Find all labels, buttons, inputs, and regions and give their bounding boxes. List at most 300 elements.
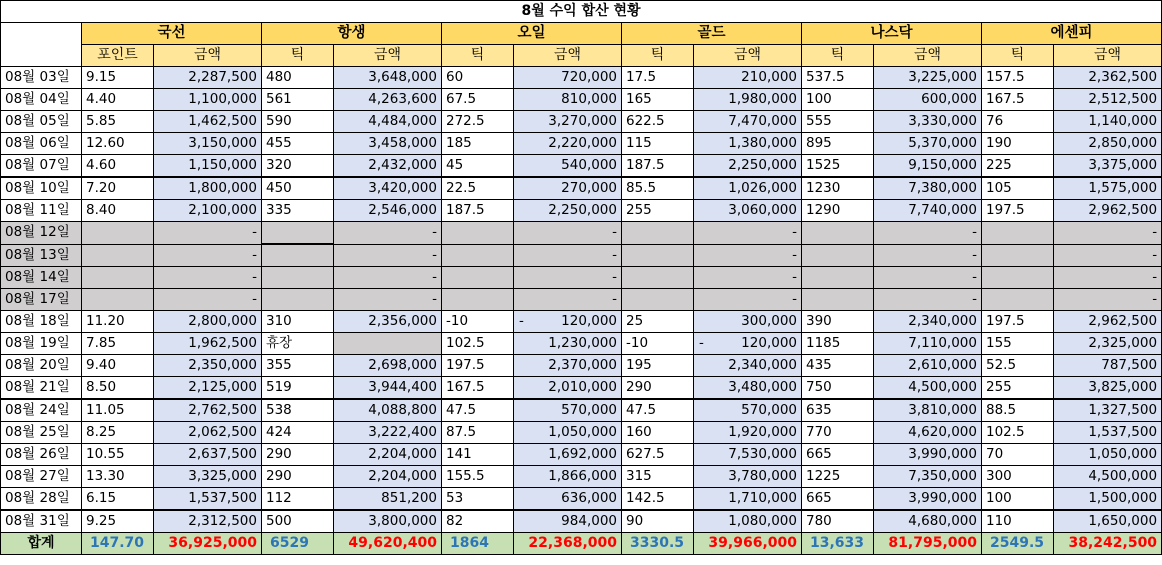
tick-cell[interactable]: 141 [442,444,514,466]
tick-cell[interactable]: 500 [262,510,334,533]
amount-cell[interactable]: 2,250,000 [514,200,622,222]
amount-cell[interactable]: 2,220,000 [514,133,622,155]
amount-cell[interactable]: - [514,267,622,289]
amount-cell[interactable]: 1,962,500 [154,333,262,355]
group-header[interactable]: 국선 [82,23,262,45]
tick-cell[interactable]: 17.5 [622,67,694,89]
date-cell[interactable]: 08월 10일 [1,177,82,200]
tick-cell[interactable] [982,289,1054,311]
tick-cell[interactable]: 1290 [802,200,874,222]
amount-cell[interactable]: 3,480,000 [694,377,802,400]
tick-cell[interactable]: 45 [442,155,514,178]
tick-cell[interactable]: 255 [622,200,694,222]
date-cell[interactable]: 08월 11일 [1,200,82,222]
amount-cell[interactable]: 2,962,500 [1054,200,1162,222]
tick-cell[interactable]: 335 [262,200,334,222]
date-cell[interactable]: 08월 05일 [1,111,82,133]
date-cell[interactable]: 08월 20일 [1,355,82,377]
tick-cell[interactable]: 320 [262,155,334,178]
tick-cell[interactable] [82,244,154,267]
tick-cell[interactable]: 115 [622,133,694,155]
tick-cell[interactable]: 1230 [802,177,874,200]
amount-cell[interactable]: 1,140,000 [1054,111,1162,133]
tick-cell[interactable]: 67.5 [442,89,514,111]
tick-cell[interactable] [442,222,514,245]
tick-cell[interactable]: 12.60 [82,133,154,155]
tick-cell[interactable]: 155.5 [442,466,514,488]
amount-cell[interactable]: 1,080,000 [694,510,802,533]
tick-cell[interactable] [82,222,154,245]
amount-cell[interactable]: 3,780,000 [694,466,802,488]
tick-cell[interactable]: 197.5 [982,200,1054,222]
tick-cell[interactable]: 390 [802,311,874,333]
total-label[interactable]: 합계 [1,533,82,555]
amount-cell[interactable]: 2,312,500 [154,510,262,533]
tick-cell[interactable]: 5.85 [82,111,154,133]
tick-cell[interactable]: 11.05 [82,399,154,422]
amount-cell[interactable]: 2,325,000 [1054,333,1162,355]
tick-cell[interactable]: 110 [982,510,1054,533]
tick-cell[interactable]: 22.5 [442,177,514,200]
amount-cell[interactable]: 3,375,000 [1054,155,1162,178]
amount-cell[interactable]: 7,380,000 [874,177,982,200]
tick-cell[interactable]: 155 [982,333,1054,355]
amount-cell[interactable]: - [154,267,262,289]
amount-cell[interactable]: 270,000 [514,177,622,200]
amount-cell[interactable]: 1,327,500 [1054,399,1162,422]
total-tick-cell[interactable]: 13,633 [802,533,874,555]
total-amount-cell[interactable]: 81,795,000 [874,533,982,555]
tick-cell[interactable] [262,222,334,245]
amount-cell[interactable]: 2,250,000 [694,155,802,178]
tick-cell[interactable]: 90 [622,510,694,533]
amount-cell[interactable]: 4,500,000 [874,377,982,400]
tick-cell[interactable]: 627.5 [622,444,694,466]
amount-cell[interactable]: - [154,289,262,311]
tick-cell[interactable]: 9.25 [82,510,154,533]
amount-cell[interactable]: - [694,244,802,267]
amount-cell[interactable]: 1,866,000 [514,466,622,488]
amount-cell[interactable]: 7,530,000 [694,444,802,466]
amount-cell[interactable]: 1,980,000 [694,89,802,111]
tick-cell[interactable]: 665 [802,444,874,466]
tick-cell[interactable]: 225 [982,155,1054,178]
amount-cell[interactable]: 2,610,000 [874,355,982,377]
date-cell[interactable]: 08월 17일 [1,289,82,311]
amount-cell[interactable]: 2,850,000 [1054,133,1162,155]
tick-cell[interactable] [262,289,334,311]
amount-cell[interactable]: - [334,222,442,245]
tick-cell[interactable]: 255 [982,377,1054,400]
tick-cell[interactable]: 7.85 [82,333,154,355]
tick-cell[interactable]: 187.5 [622,155,694,178]
tick-cell[interactable]: 424 [262,422,334,444]
amount-cell[interactable]: - [1054,244,1162,267]
tick-cell[interactable]: 310 [262,311,334,333]
amount-column-header[interactable]: 금액 [514,45,622,67]
amount-cell[interactable]: 3,458,000 [334,133,442,155]
amount-column-header[interactable]: 금액 [334,45,442,67]
tick-cell[interactable]: 100 [802,89,874,111]
date-cell[interactable]: 08월 27일 [1,466,82,488]
tick-cell[interactable] [802,244,874,267]
tick-cell[interactable] [982,244,1054,267]
tick-cell[interactable]: 480 [262,67,334,89]
tick-cell[interactable] [802,267,874,289]
tick-cell[interactable] [442,289,514,311]
tick-cell[interactable] [802,289,874,311]
tick-cell[interactable]: 52.5 [982,355,1054,377]
tick-column-header[interactable]: 포인트 [82,45,154,67]
amount-column-header[interactable]: 금액 [1054,45,1162,67]
amount-cell[interactable]: - [514,289,622,311]
amount-cell[interactable]: 2,340,000 [694,355,802,377]
tick-cell[interactable]: 10.55 [82,444,154,466]
tick-cell[interactable]: 70 [982,444,1054,466]
amount-cell[interactable] [694,333,802,355]
tick-cell[interactable] [622,267,694,289]
amount-cell[interactable]: 2,962,500 [1054,311,1162,333]
amount-cell[interactable]: 2,340,000 [874,311,982,333]
tick-cell[interactable] [802,222,874,245]
amount-cell[interactable]: 3,420,000 [334,177,442,200]
date-cell[interactable]: 08월 31일 [1,510,82,533]
amount-cell[interactable]: 3,990,000 [874,488,982,511]
amount-cell[interactable]: 984,000 [514,510,622,533]
tick-cell[interactable]: 160 [622,422,694,444]
tick-cell[interactable]: 25 [622,311,694,333]
tick-cell[interactable]: 290 [262,466,334,488]
amount-cell[interactable]: 3,270,000 [514,111,622,133]
tick-cell[interactable]: 112 [262,488,334,511]
amount-cell[interactable]: 1,462,500 [154,111,262,133]
tick-cell[interactable]: 315 [622,466,694,488]
total-amount-cell[interactable]: 39,966,000 [694,533,802,555]
tick-cell[interactable]: 13.30 [82,466,154,488]
amount-cell[interactable]: - [694,289,802,311]
date-cell[interactable]: 08월 26일 [1,444,82,466]
tick-cell[interactable]: 11.20 [82,311,154,333]
amount-cell[interactable]: 1,050,000 [514,422,622,444]
amount-cell[interactable]: 3,330,000 [874,111,982,133]
amount-cell[interactable]: 1,800,000 [154,177,262,200]
total-tick-cell[interactable]: 6529 [262,533,334,555]
total-amount-cell[interactable]: 22,368,000 [514,533,622,555]
amount-cell[interactable]: 787,500 [1054,355,1162,377]
amount-column-header[interactable]: 금액 [874,45,982,67]
total-amount-cell[interactable]: 49,620,400 [334,533,442,555]
tick-cell[interactable]: 47.5 [622,399,694,422]
amount-cell[interactable]: - [334,244,442,267]
date-cell[interactable]: 08월 14일 [1,267,82,289]
tick-cell[interactable]: 102.5 [982,422,1054,444]
tick-cell[interactable] [622,289,694,311]
total-tick-cell[interactable]: 2549.5 [982,533,1054,555]
amount-cell[interactable]: 2,062,500 [154,422,262,444]
amount-cell[interactable]: 1,575,000 [1054,177,1162,200]
amount-cell[interactable]: 5,370,000 [874,133,982,155]
date-cell[interactable]: 08월 03일 [1,67,82,89]
tick-cell[interactable]: 102.5 [442,333,514,355]
amount-cell[interactable]: 2,800,000 [154,311,262,333]
amount-cell[interactable]: 7,740,000 [874,200,982,222]
amount-cell[interactable]: 4,088,800 [334,399,442,422]
tick-cell[interactable] [82,289,154,311]
tick-column-header[interactable]: 틱 [262,45,334,67]
amount-cell[interactable]: 3,325,000 [154,466,262,488]
date-cell[interactable]: 08월 12일 [1,222,82,245]
tick-cell[interactable]: 197.5 [982,311,1054,333]
date-cell[interactable]: 08월 06일 [1,133,82,155]
tick-cell[interactable]: 750 [802,377,874,400]
tick-cell[interactable]: 895 [802,133,874,155]
amount-cell[interactable]: 3,150,000 [154,133,262,155]
tick-cell[interactable]: -10 [442,311,514,333]
tick-cell[interactable]: 538 [262,399,334,422]
tick-cell[interactable]: 85.5 [622,177,694,200]
tick-cell[interactable]: 435 [802,355,874,377]
amount-cell[interactable]: 3,990,000 [874,444,982,466]
amount-cell[interactable]: 7,350,000 [874,466,982,488]
amount-cell[interactable]: 3,222,400 [334,422,442,444]
amount-cell[interactable]: 1,710,000 [694,488,802,511]
tick-cell[interactable]: 770 [802,422,874,444]
group-header[interactable]: 오일 [442,23,622,45]
tick-cell[interactable]: 82 [442,510,514,533]
amount-cell[interactable]: 1,050,000 [1054,444,1162,466]
tick-cell[interactable]: 8.50 [82,377,154,400]
amount-cell[interactable]: 3,225,000 [874,67,982,89]
amount-cell[interactable]: 636,000 [514,488,622,511]
tick-cell[interactable]: 60 [442,67,514,89]
amount-cell[interactable]: 2,362,500 [1054,67,1162,89]
tick-cell[interactable]: 300 [982,466,1054,488]
amount-cell[interactable]: - [154,222,262,245]
amount-cell[interactable]: 1,537,500 [154,488,262,511]
tick-cell[interactable]: 195 [622,355,694,377]
tick-cell[interactable] [982,222,1054,245]
amount-cell[interactable]: 210,000 [694,67,802,89]
tick-cell[interactable] [82,267,154,289]
total-tick-cell[interactable]: 147.70 [82,533,154,555]
tick-cell[interactable]: 7.20 [82,177,154,200]
amount-cell[interactable]: 2,204,000 [334,466,442,488]
amount-cell[interactable]: 2,546,000 [334,200,442,222]
tick-cell[interactable] [622,222,694,245]
amount-column-header[interactable]: 금액 [694,45,802,67]
amount-cell[interactable]: 7,470,000 [694,111,802,133]
tick-cell[interactable]: 165 [622,89,694,111]
tick-cell[interactable]: 355 [262,355,334,377]
amount-cell[interactable]: 1,692,000 [514,444,622,466]
amount-cell[interactable]: 3,060,000 [694,200,802,222]
tick-cell[interactable]: 100 [982,488,1054,511]
amount-cell[interactable]: - [694,222,802,245]
amount-cell[interactable]: 3,825,000 [1054,377,1162,400]
tick-cell[interactable]: 157.5 [982,67,1054,89]
amount-cell[interactable]: - [334,289,442,311]
amount-cell[interactable]: 4,263,600 [334,89,442,111]
group-header[interactable]: 에센피 [982,23,1162,45]
amount-cell[interactable]: 1,150,000 [154,155,262,178]
tick-cell[interactable]: 537.5 [802,67,874,89]
tick-cell[interactable]: 590 [262,111,334,133]
date-cell[interactable]: 08월 24일 [1,399,82,422]
tick-cell[interactable]: 187.5 [442,200,514,222]
amount-cell[interactable]: 2,637,500 [154,444,262,466]
group-header[interactable]: 나스닥 [802,23,982,45]
amount-cell[interactable]: 570,000 [514,399,622,422]
tick-cell[interactable]: 88.5 [982,399,1054,422]
tick-cell[interactable]: 76 [982,111,1054,133]
amount-cell[interactable]: 2,356,000 [334,311,442,333]
tick-cell[interactable]: 455 [262,133,334,155]
tick-column-header[interactable]: 틱 [802,45,874,67]
amount-cell[interactable]: 2,512,500 [1054,89,1162,111]
amount-cell[interactable] [514,311,622,333]
tick-cell[interactable]: 622.5 [622,111,694,133]
tick-cell[interactable] [622,244,694,267]
date-cell[interactable]: 08월 19일 [1,333,82,355]
tick-cell[interactable]: 450 [262,177,334,200]
group-header[interactable]: 골드 [622,23,802,45]
tick-cell[interactable]: 290 [622,377,694,400]
amount-cell[interactable]: - [874,222,982,245]
market-closed-cell[interactable]: 휴장 [262,333,334,355]
amount-cell[interactable]: - [334,267,442,289]
tick-cell[interactable] [442,267,514,289]
tick-column-header[interactable]: 틱 [622,45,694,67]
tick-cell[interactable]: 1525 [802,155,874,178]
tick-cell[interactable]: 4.40 [82,89,154,111]
total-tick-cell[interactable]: 1864 [442,533,514,555]
amount-cell[interactable]: - [874,244,982,267]
amount-cell[interactable]: 540,000 [514,155,622,178]
tick-cell[interactable]: 9.40 [82,355,154,377]
amount-cell[interactable]: 1,920,000 [694,422,802,444]
date-cell[interactable]: 08월 07일 [1,155,82,178]
total-amount-cell[interactable]: 36,925,000 [154,533,262,555]
tick-cell[interactable]: 665 [802,488,874,511]
tick-cell[interactable]: 105 [982,177,1054,200]
amount-cell[interactable]: 4,620,000 [874,422,982,444]
amount-cell[interactable]: - [1054,267,1162,289]
amount-cell[interactable]: 1,650,000 [1054,510,1162,533]
tick-cell[interactable] [982,267,1054,289]
amount-cell[interactable]: 4,680,000 [874,510,982,533]
tick-cell[interactable]: 8.25 [82,422,154,444]
amount-cell[interactable]: 3,944,400 [334,377,442,400]
date-cell[interactable]: 08월 21일 [1,377,82,400]
amount-cell[interactable]: 810,000 [514,89,622,111]
amount-cell[interactable]: 2,698,000 [334,355,442,377]
amount-cell[interactable]: - [874,267,982,289]
amount-cell[interactable]: - [514,244,622,267]
tick-cell[interactable] [442,244,514,267]
amount-cell[interactable]: 4,500,000 [1054,466,1162,488]
amount-cell[interactable]: 7,110,000 [874,333,982,355]
tick-cell[interactable]: 561 [262,89,334,111]
tick-cell[interactable] [262,244,334,267]
amount-cell[interactable]: 570,000 [694,399,802,422]
amount-cell[interactable]: 2,100,000 [154,200,262,222]
tick-cell[interactable]: 197.5 [442,355,514,377]
amount-cell[interactable]: - [874,289,982,311]
amount-cell[interactable]: 2,370,000 [514,355,622,377]
amount-cell[interactable]: 600,000 [874,89,982,111]
amount-cell[interactable]: 2,432,000 [334,155,442,178]
tick-cell[interactable]: 53 [442,488,514,511]
tick-cell[interactable]: 167.5 [442,377,514,400]
tick-cell[interactable]: 555 [802,111,874,133]
amount-cell[interactable]: 2,287,500 [154,67,262,89]
tick-cell[interactable]: 6.15 [82,488,154,511]
tick-cell[interactable]: 272.5 [442,111,514,133]
tick-cell[interactable]: 4.60 [82,155,154,178]
amount-column-header[interactable]: 금액 [154,45,262,67]
tick-cell[interactable]: 142.5 [622,488,694,511]
date-cell[interactable]: 08월 18일 [1,311,82,333]
amount-cell[interactable]: 2,125,000 [154,377,262,400]
tick-cell[interactable]: 1185 [802,333,874,355]
amount-cell[interactable]: 9,150,000 [874,155,982,178]
tick-cell[interactable]: 780 [802,510,874,533]
amount-cell[interactable]: 1,026,000 [694,177,802,200]
total-amount-cell[interactable]: 38,242,500 [1054,533,1162,555]
corner-cell[interactable] [1,23,82,67]
tick-cell[interactable]: 1225 [802,466,874,488]
tick-cell[interactable]: 47.5 [442,399,514,422]
amount-cell[interactable]: 300,000 [694,311,802,333]
amount-cell[interactable]: 3,810,000 [874,399,982,422]
amount-cell[interactable]: - [1054,289,1162,311]
amount-cell[interactable]: 3,648,000 [334,67,442,89]
tick-cell[interactable]: 185 [442,133,514,155]
date-cell[interactable]: 08월 13일 [1,244,82,267]
tick-cell[interactable]: 8.40 [82,200,154,222]
tick-column-header[interactable]: 틱 [982,45,1054,67]
amount-cell[interactable]: 1,537,500 [1054,422,1162,444]
tick-cell[interactable]: 190 [982,133,1054,155]
amount-cell[interactable]: 1,230,000 [514,333,622,355]
date-cell[interactable]: 08월 04일 [1,89,82,111]
tick-cell[interactable]: 290 [262,444,334,466]
tick-column-header[interactable]: 틱 [442,45,514,67]
amount-cell[interactable]: - [1054,222,1162,245]
amount-cell[interactable]: 1,380,000 [694,133,802,155]
total-tick-cell[interactable]: 3330.5 [622,533,694,555]
amount-cell[interactable]: 1,100,000 [154,89,262,111]
tick-cell[interactable]: 635 [802,399,874,422]
amount-cell[interactable] [334,333,442,355]
amount-cell[interactable]: 3,800,000 [334,510,442,533]
amount-cell[interactable]: - [154,244,262,267]
amount-cell[interactable]: 2,350,000 [154,355,262,377]
amount-cell[interactable]: - [514,222,622,245]
sheet-title[interactable]: 8월 수익 합산 현황 [1,1,1162,23]
amount-cell[interactable]: - [694,267,802,289]
tick-cell[interactable]: 87.5 [442,422,514,444]
tick-cell[interactable] [262,267,334,289]
amount-cell[interactable]: 851,200 [334,488,442,511]
amount-cell[interactable]: 1,500,000 [1054,488,1162,511]
date-cell[interactable]: 08월 25일 [1,422,82,444]
amount-cell[interactable]: 720,000 [514,67,622,89]
amount-cell[interactable]: 2,762,500 [154,399,262,422]
group-header[interactable]: 항생 [262,23,442,45]
amount-cell[interactable]: 4,484,000 [334,111,442,133]
amount-cell[interactable]: 2,010,000 [514,377,622,400]
